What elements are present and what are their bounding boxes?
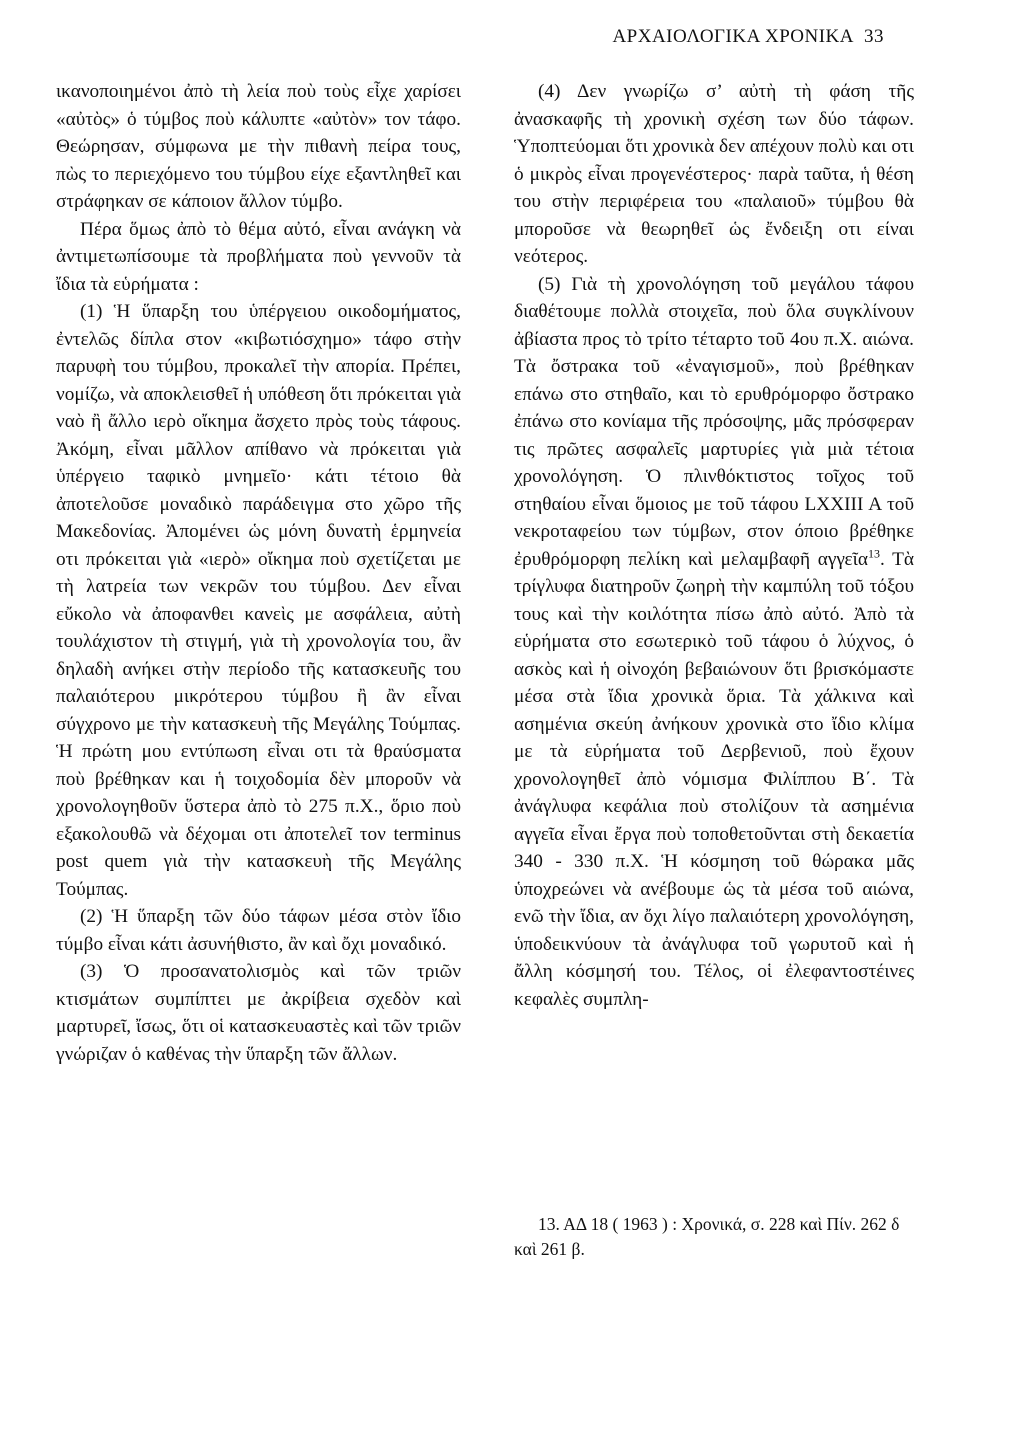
right-column: [514, 78, 914, 1013]
left-column: [56, 78, 461, 1068]
page-number: 33: [864, 26, 884, 47]
paragraph: (1) Ἡ ὕπαρξη του ὑπέργειου οικοδομήματος, ἐντελῶς δίπλα στον «κιβωτιόσχημο» τάφο στὴν παρυφὴ του τύμβου, προκαλεῖ τὴν απορία. Πρέπει, νομίζω, νὰ αποκλεισθεῖ ἡ υπόθεση ὅτι πρόκειται γιὰ ναὸ ἢ ἄλλο ιερὸ οἴκημα ἄσχετο πρὸς τοὺς τάφους. Ἀκόμη, εἶναι μᾶλλον απίθανο νὰ πρόκειται γιὰ ὑπέργειο ταφικὸ μνημεῖο· κάτι τέτοιο θὰ ἀποτελοῦσε μοναδικὸ παράδειγμα στο χῶρο τῆς Μακεδονίας. Ἀπομένει ὡς μόνη δυνατὴ ἑρμηνεία οτι πρόκειται γιὰ «ιερὸ» οἴκημα ποὺ σχετίζεται με τὴ λατρεία των νεκρῶν του τύμβου. Δεν εἶναι εὔκολο νὰ ἀποφανθει κανεὶς με ασφάλεια, αὐτὴ τουλάχιστον τὴ στιγμή, γιὰ τὴ χρονολογία του, ἂν δηλαδὴ ανήκει στὴν περίοδο τῆς κατασκευῆς του παλαιότερου μικρότερου τύμβου ἢ ἂν εἶναι σύγχρονο με τὴν κατασκευὴ τῆς Μεγάλης Τούμπας. Ἡ πρώτη μου εντύπωση εἶναι οτι τὰ θραύσματα ποὺ βρέθηκαν και ἡ τοιχοδομία δὲν μποροῦν νὰ χρονολογηθοῦν ὕστερα ἀπὸ τὸ 275 π.Χ., ὅριο ποὺ εξακολουθῶ νὰ δέχομαι οτι ἀποτελεῖ τον terminus post quem γιὰ τὴν κατασκευὴ τῆς Μεγάλης Τούμπας.: [56, 301, 461, 900]
paragraph: Πέρα ὅμως ἀπὸ τὸ θέμα αὐτό, εἶναι ανάγκη νὰ ἀντιμετωπίσουμε τὰ προβλήματα ποὺ γεννοῦν τὰ ἴδια τὰ εὑρήματα :: [56, 218, 461, 295]
paragraph: (4) Δεν γνωρίζω σ’ αὐτὴ τὴ φάση τῆς ἀνασκαφῆς τὴ χρονικὴ σχέση των δύο τάφων. Ὑποπτεύομαι ὅτι χρονικὰ δεν απέχουν πολὺ και οτι ὁ μικρὸς εἶναι προγενέστερος· παρὰ ταῦτα, ἡ θέση του στὴν περιφέρεια του «παλαιοῦ» τύμβου θὰ μποροῦσε νὰ θεωρηθεῖ ὡς ἔνδειξη οτι είναι νεότερος.: [514, 81, 914, 267]
footnote-text: 13. ΑΔ 18 ( 1963 ) : Χρονικά, σ. 228 καὶ Πίν. 262 δ καὶ 261 β.: [514, 1214, 900, 1259]
paragraph-text: (5) Γιὰ τὴ χρονολόγηση τοῦ μεγάλου τάφου διαθέτουμε πολλὰ στοιχεῖα, ποὺ ὅλα συγκλίνουν ἀβίαστα προς τὸ τρίτο τέταρτο τοῦ 4ου π.Χ. αιώνα. Τὰ ὄστρακα τοῦ «ἐναγισμοῦ», ποὺ βρέθηκαν επάνω στο στηθαῖο, και τὸ ερυθρόμορφο ὄστρακο ἐπάνω στο κονίαμα τῆς πρόσοψης, μᾶς πρόσφεραν τις πρῶτες ασφαλεῖς μαρτυρίες γιὰ μιὰ τέτοια χρονολόγηση. Ὁ πλινθόκτιστος τοῖχος τοῦ στηθαίου εἶναι ὅμοιος με τοῦ τάφου LXXIII A τοῦ νεκροταφείου των τύμβων, στον όποιο βρέθηκε ἐρυθρόμορφη πελίκη καὶ μελαμβαφῆ αγγεῖα: [514, 273, 914, 570]
running-header: [612, 26, 884, 48]
paragraph: (3) Ὁ προσανατολισμὸς καὶ τῶν τριῶν κτισμάτων συμπίπτει με ἀκρίβεια σχεδὸν καὶ μαρτυρεῖ, ἴσως, ὅτι οἱ κατασκευαστὲς καὶ τῶν τριῶν γνώριζαν ὁ καθένας τὴν ὕπαρξη τῶν ἄλλων.: [56, 961, 461, 1065]
paragraph-continuation: Τὰ τρίγλυφα διατηροῦν ζωηρὴ τὴν καμπύλη τοῦ τόξου τους καὶ τὴν κοιλότητα πίσω ἀπὸ αὐτό. Ἀπὸ τὰ εὑρήματα στο εσωτερικὸ τοῦ τάφου ὁ λύχνος, ὁ ασκὸς καὶ ἡ οἰνοχόη βεβαιώνουν ὅτι βρισκόμαστε μέσα στὰ ἴδια χρονικὰ ὅρια. Τὰ χάλκινα καὶ ασημένια σκεύη ἀνήκουν χρονικὰ στο ἴδιο κλίμα με τὰ εὑρήματα τοῦ Δερβενιοῦ, ποὺ ἔχουν χρονολογηθεῖ ἀπὸ νόμισμα Φιλίππου Β΄. Τὰ ἀνάγλυφα κεφάλια ποὺ στολίζουν τὰ ασημένια αγγεῖα εἶναι ἔργα ποὺ τοποθετοῦνται στὴ δεκαετία 340 - 330 π.Χ. Ἡ κόσμηση τοῦ θώρακα μᾶς ὑποχρεώνει νὰ ανέβουμε ὡς τὰ μέσα τοῦ αιώνα, ενῶ τὴν ἴδια, αν ὄχι λίγο παλαιότερη χρονολόγηση, ὑποδεικνύουν τὰ ἀνάγλυφα τοῦ γωρυτοῦ καὶ ἡ ἄλλη κόσμησή του. Τέλος, οἱ ἐλεφαντοστέινες κεφαλὲς συμπλη-: [514, 548, 915, 1010]
footnote-reference: 13: [867, 546, 880, 561]
paragraph: (5) Γιὰ τὴ χρονολόγηση τοῦ μεγάλου τάφου διαθέτουμε πολλὰ στοιχεῖα, ποὺ ὅλα συγκλίνουν ἀβίαστα προς τὸ τρίτο τέταρτο τοῦ 4ου π.Χ. αιώνα. Τὰ ὄστρακα τοῦ «ἐναγισμοῦ», ποὺ βρέθηκαν επάνω στο στηθαῖο, και τὸ ερυθρόμορφο ὄστρακο ἐπάνω στο κονίαμα τῆς πρόσοψης, μᾶς πρόσφεραν τις πρῶτες ασφαλεῖς μαρτυρίες γιὰ μιὰ τέτοια χρονολόγηση. Ὁ πλινθόκτιστος τοῖχος τοῦ στηθαίου εἶναι ὅμοιος με τοῦ τάφου LXXIII A τοῦ νεκροταφείου των τύμβων, στον όποιο βρέθηκε ἐρυθρόμορφη πελίκη καὶ μελαμβαφῆ αγγεῖα$^{13}$. Τὰ τρίγλυφα διατηροῦν ζωηρὴ τὴν καμπύλη τοῦ τόξου τους καὶ τὴν κοιλότητα πίσω ἀπὸ αὐτό. Ἀπὸ τὰ εὑρήματα στο εσωτερικὸ τοῦ τάφου ὁ λύχνος, ὁ ασκὸς καὶ ἡ οἰνοχόη βεβαιώνουν ὅτι βρισκόμαστε μέσα στὰ ἴδια χρονικὰ ὅρια. Τὰ χάλκινα καὶ ασημένια σκεύη ἀνήκουν χρονικὰ στο ἴδιο κλίμα με τὰ εὑρήματα τοῦ Δερβενιοῦ, ποὺ ἔχουν χρονολογηθεῖ ἀπὸ νόμισμα Φιλίππου Β΄. Τὰ ἀνάγλυφα κεφάλια ποὺ στολίζουν τὰ ασημένια αγγεῖα εἶναι ἔργα ποὺ τοποθετοῦνται στὴ δεκαετία 340 - 330 π.Χ. Ἡ κόσμηση τοῦ θώρακα μᾶς ὑποχρεώνει νὰ ανέβουμε ὡς τὰ μέσα τοῦ αιώνα, ενῶ τὴν ἴδια, αν ὄχι λίγο παλαιότερη χρονολόγηση, ὑποδεικνύουν τὰ ἀνάγλυφα τοῦ γωρυτοῦ καὶ ἡ ἄλλη κόσμησή του. Τέλος, οἱ ἐλεφαντοστέινες κεφαλὲς συμπλη-: [514, 273, 915, 1010]
journal-title: ΑΡΧΑΙΟΛΟΓΙΚΑ ΧΡΟΝΙΚΑ: [612, 26, 854, 47]
paragraph: (2) Ἡ ὕπαρξη τῶν δύο τάφων μέσα στὸν ἴδιο τύμβο εἶναι κάτι ἀσυνήθιστο, ἂν καὶ ὄχι μοναδικό.: [56, 906, 461, 955]
footnote: [514, 1212, 914, 1262]
paragraph: ικανοποιημένοι ἀπὸ τὴ λεία ποὺ τοὺς εἶχε χαρίσει «αὐτὸς» ὁ τύμβος ποὺ κάλυπτε «αὐτὸν» τον τάφο. Θεώρησαν, σύμφωνα με τὴν πιθανὴ πείρα τους, πὼς το περιεχόμενο του τύμβου είχε εξαντληθεῖ και στράφηκαν σε κάποιον ἄλλον τύμβο.: [56, 81, 461, 212]
